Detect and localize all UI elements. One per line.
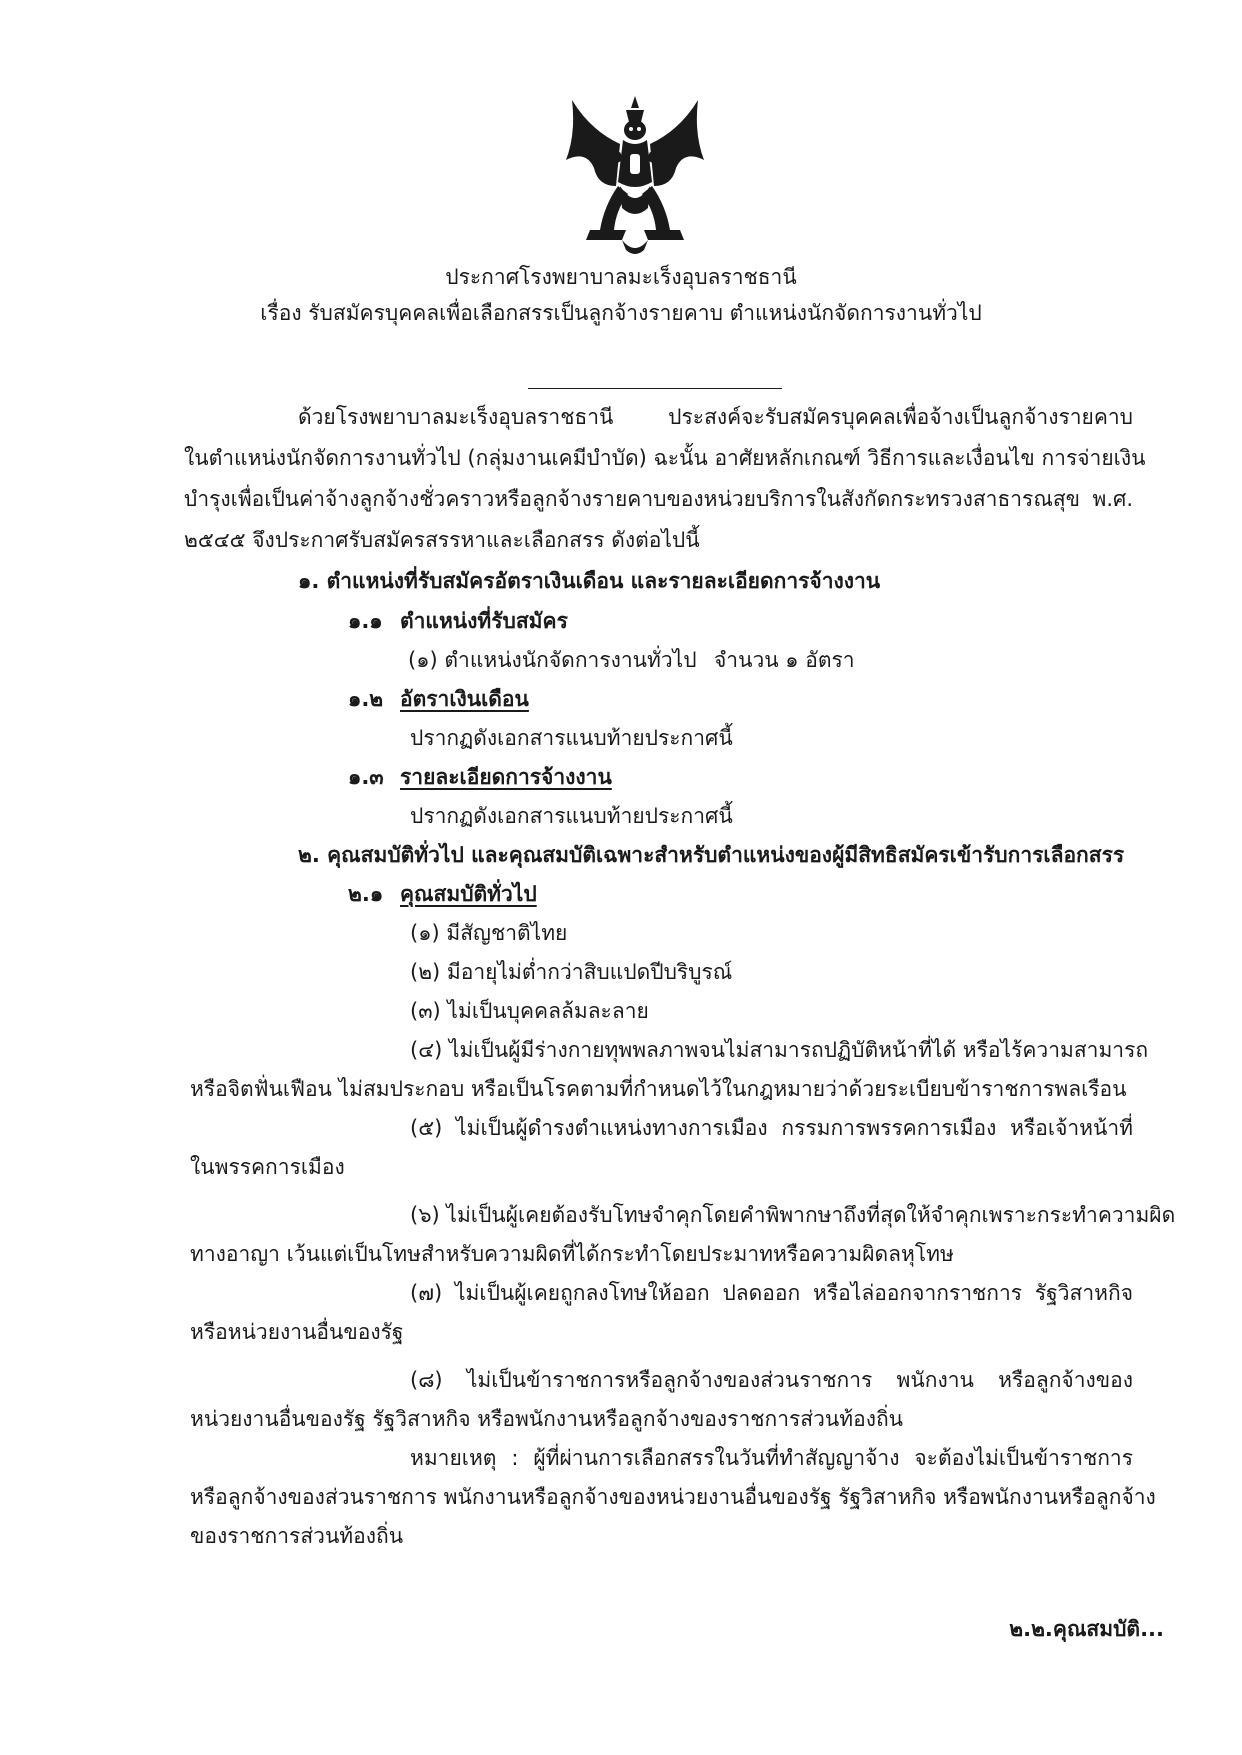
qualification-continuation: หรือหน่วยงานอื่นของรัฐ (190, 1320, 404, 1344)
qualification-item: (๔) ไม่เป็นผู้มีร่างกายทุพพลภาพจนไม่สามารถปฏิบัติหน้าที่ได้ หรือไร้ความสามารถ (410, 1038, 1149, 1062)
intro-line-3: บำรุงเพื่อเป็นค่าจ้างลูกจ้างชั่วคราวหรือลูกจ้างรายคาบของหน่วยบริการในสังกัดกระทรวงสาธารณสุข พ.ศ. (184, 487, 1133, 511)
qualification-item: (๓) ไม่เป็นบุคคลล้มละลาย (410, 999, 649, 1023)
qualification-continuation: หรือจิตฟั่นเฟือน ไม่สมประกอบ หรือเป็นโรคตามที่กำหนดไว้ในกฎหมายว่าด้วยระเบียบข้าราชการพลเรือน (190, 1077, 1127, 1101)
qualification-continuation: หน่วยงานอื่นของรัฐ รัฐวิสาหกิจ หรือพนักงานหรือลูกจ้างของราชการส่วนท้องถิ่น (190, 1407, 904, 1431)
garuda-emblem-icon (560, 90, 710, 260)
employment-details-text: ปรากฏดังเอกสารแนบท้ายประกาศนี้ (410, 804, 733, 828)
section-1-1-title: ตำแหน่งที่รับสมัคร (400, 609, 568, 633)
note-line-3: ของราชการส่วนท้องถิ่น (190, 1524, 404, 1548)
title-divider (528, 388, 782, 389)
section-1-3-title: รายละเอียดการจ้างงาน (400, 765, 612, 789)
intro-line-4: ๒๕๔๕ จึงประกาศรับสมัครสรรหาและเลือกสรร ดังต่อไปนี้ (184, 528, 700, 552)
qualification-item: (๖) ไม่เป็นผู้เคยต้องรับโทษจำคุกโดยคำพิพากษาถึงที่สุดให้จำคุกเพราะกระทำความผิด (410, 1203, 1176, 1227)
note-line-2: หรือลูกจ้างของส่วนราชการ พนักงานหรือลูกจ้างของหน่วยงานอื่นของรัฐ รัฐวิสาหกิจ หรือพนักงานหรือลูกจ้าง (190, 1485, 1156, 1509)
qualification-item: (๒) มีอายุไม่ต่ำกว่าสิบแปดปีบริบูรณ์ (410, 960, 733, 984)
qualification-item: (๘) ไม่เป็นข้าราชการหรือลูกจ้างของส่วนราชการ พนักงาน หรือลูกจ้างของ (410, 1368, 1133, 1392)
section-1-2-number: ๑.๒ (348, 687, 384, 711)
announcement-title: ประกาศโรงพยาบาลมะเร็งอุบลราชธานี (445, 265, 797, 289)
announcement-subject: เรื่อง รับสมัครบุคคลเพื่อเลือกสรรเป็นลูกจ้างรายคาบ ตำแหน่งนักจัดการงานทั่วไป (260, 301, 982, 325)
section-2-1-number: ๒.๑ (348, 882, 384, 906)
qualification-continuation: ทางอาญา เว้นแต่เป็นโทษสำหรับความผิดที่ได้กระทำโดยประมาทหรือความผิดลหุโทษ (190, 1242, 954, 1266)
qualification-continuation: ในพรรคการเมือง (190, 1155, 345, 1179)
page-continuation: ๒.๒.คุณสมบัติ... (1009, 1617, 1164, 1641)
qualification-item: (๗) ไม่เป็นผู้เคยถูกลงโทษให้ออก ปลดออก หรือไล่ออกจากราชการ รัฐวิสาหกิจ (410, 1281, 1133, 1305)
qualification-item: (๑) มีสัญชาติไทย (410, 921, 568, 945)
intro-line-2: ในตำแหน่งนักจัดการงานทั่วไป (กลุ่มงานเคมีบำบัด) ฉะนั้น อาศัยหลักเกณฑ์ วิธีการและเงื่อนไข การจ่ายเงิน (184, 446, 1146, 470)
section-1-1-number: ๑.๑ (348, 609, 383, 633)
salary-text: ปรากฏดังเอกสารแนบท้ายประกาศนี้ (410, 726, 733, 750)
intro-line-1: ด้วยโรงพยาบาลมะเร็งอุบลราชธานี ประสงค์จะรับสมัครบุคคลเพื่อจ้างเป็นลูกจ้างรายคาบ (298, 405, 1133, 429)
section-2-heading: ๒. คุณสมบัติทั่วไป และคุณสมบัติเฉพาะสำหรับตำแหน่งของผู้มีสิทธิสมัครเข้ารับการเลือกสรร (298, 843, 1125, 867)
position-item: (๑) ตำแหน่งนักจัดการงานทั่วไป (408, 648, 697, 672)
qualification-item: (๕) ไม่เป็นผู้ดำรงตำแหน่งทางการเมือง กรรมการพรรคการเมือง หรือเจ้าหน้าที่ (410, 1116, 1133, 1140)
section-2-1-title: คุณสมบัติทั่วไป (400, 882, 537, 906)
section-1-2-title: อัตราเงินเดือน (400, 687, 529, 711)
section-1-heading: ๑. ตำแหน่งที่รับสมัครอัตราเงินเดือน และรายละเอียดการจ้างงาน (298, 569, 881, 593)
note-line-1: หมายเหตุ : ผู้ที่ผ่านการเลือกสรรในวันที่ทำสัญญาจ้าง จะต้องไม่เป็นข้าราชการ (410, 1446, 1133, 1470)
section-1-3-number: ๑.๓ (348, 765, 384, 789)
position-count: จำนวน ๑ อัตรา (714, 648, 855, 672)
